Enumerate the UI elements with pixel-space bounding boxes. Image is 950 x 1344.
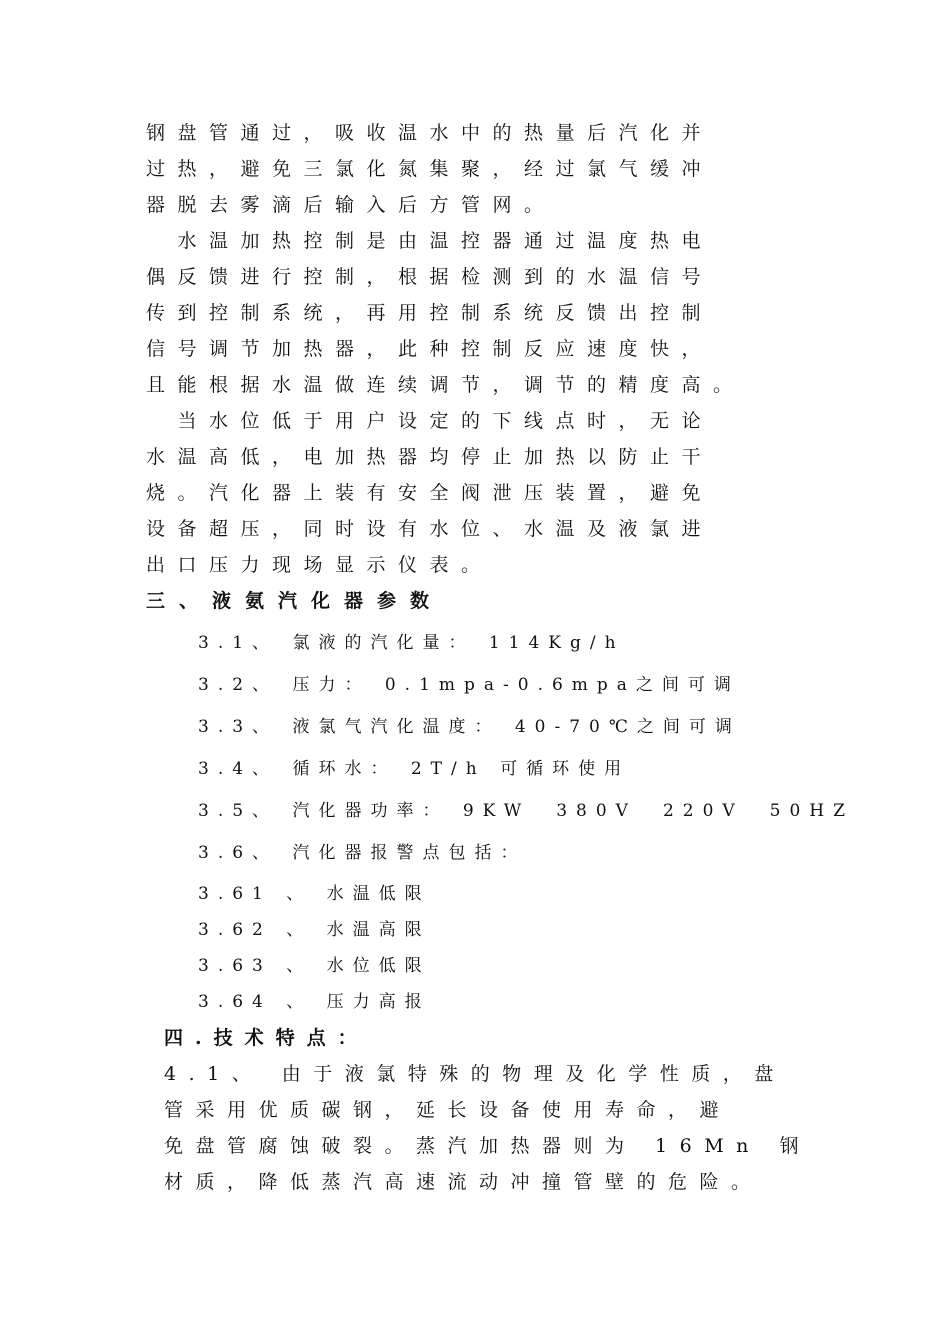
paragraph-line: 器脱去雾滴后输入后方管网。 <box>146 194 556 216</box>
spec-item: 3.4、 循环水： 2T/h 可循环使用 <box>198 759 631 779</box>
paragraph-line: 且能根据水温做连续调节，调节的精度高。 <box>146 374 745 396</box>
paragraph-line: 4.1、 由于液氯特殊的物理及化学性质，盘 <box>164 1063 786 1085</box>
alarm-item: 3.61 、 水温低限 <box>198 884 431 904</box>
spec-item: 3.5、 汽化器功率： 9KW 380V 220V 50HZ <box>198 801 854 821</box>
spec-item: 3.3、 液氯气汽化温度： 40-70℃之间可调 <box>198 717 741 737</box>
paragraph-line: 设备超压，同时设有水位、水温及液氯进 <box>146 518 714 540</box>
spec-item: 3.6、 汽化器报警点包括： <box>198 843 527 863</box>
paragraph-line: 信号调节加热器，此种控制反应速度快， <box>146 338 714 360</box>
paragraph-line: 当水位低于用户设定的下线点时，无论 <box>146 410 714 432</box>
section-heading: 三、液氨汽化器参数 <box>146 590 444 612</box>
section-heading: 四.技术特点： <box>164 1027 369 1049</box>
spec-item: 3.2、 压力： 0.1mpa-0.6mpa之间可调 <box>198 675 740 695</box>
spec-item: 3.1、 氯液的汽化量： 114Kg/h <box>198 633 625 653</box>
paragraph-line: 免盘管腐蚀破裂。蒸汽加热器则为 16Mn 钢 <box>164 1135 811 1157</box>
paragraph-line: 水温高低，电加热器均停止加热以防止干 <box>146 446 714 468</box>
paragraph-line: 钢盘管通过，吸收温水中的热量后汽化并 <box>146 122 714 144</box>
alarm-item: 3.62 、 水温高限 <box>198 920 431 940</box>
paragraph-line: 水温加热控制是由温控器通过温度热电 <box>146 230 714 252</box>
alarm-item: 3.64 、 压力高报 <box>198 992 431 1012</box>
paragraph-line: 材质，降低蒸汽高速流动冲撞管壁的危险。 <box>164 1171 763 1193</box>
alarm-item: 3.63 、 水位低限 <box>198 956 431 976</box>
paragraph-line: 偶反馈进行控制，根据检测到的水温信号 <box>146 266 714 288</box>
paragraph-line: 烧。汽化器上装有安全阀泄压装置，避免 <box>146 482 714 504</box>
paragraph-line: 过热，避免三氯化氮集聚，经过氯气缓冲 <box>146 158 714 180</box>
paragraph-line: 出口压力现场显示仪表。 <box>146 554 493 576</box>
paragraph-line: 传到控制系统，再用控制系统反馈出控制 <box>146 302 714 324</box>
paragraph-line: 管采用优质碳钢，延长设备使用寿命，避 <box>164 1099 732 1121</box>
